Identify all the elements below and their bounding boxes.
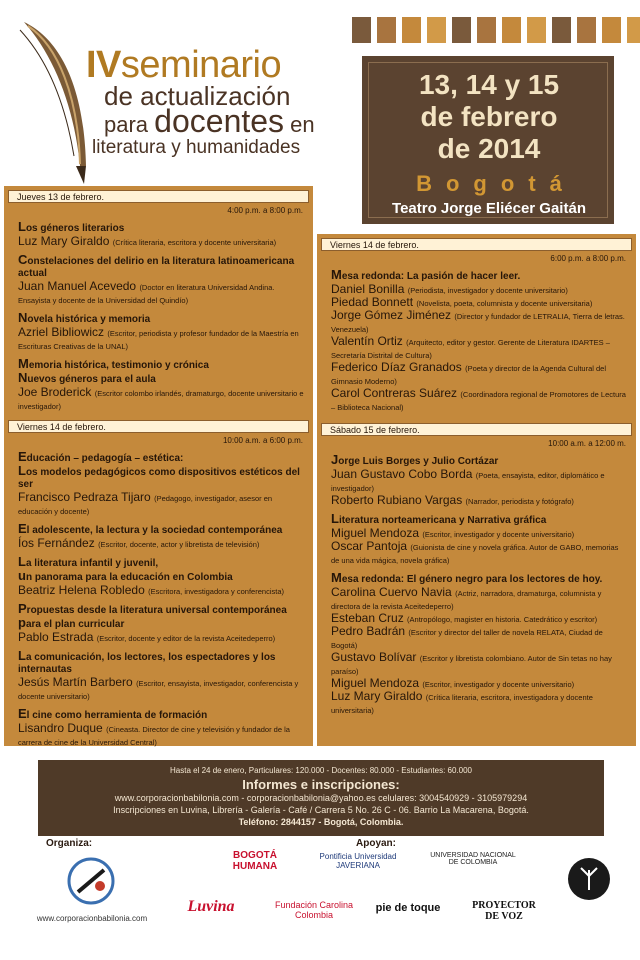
talk-list bbox=[4, 221, 313, 412]
talk-title: La literatura infantil y juvenil, bbox=[18, 554, 159, 569]
speaker-description: (Escritor, investigador y docente universitario) bbox=[422, 680, 575, 689]
speaker-name: Oscar Pantoja bbox=[331, 539, 408, 553]
speaker bbox=[18, 676, 305, 702]
decorative-square bbox=[577, 17, 596, 43]
apoyan-label: Apoyan: bbox=[356, 838, 396, 849]
speaker-description: (Escritor, investigador y docente universitario) bbox=[422, 530, 575, 539]
speaker-description: (Periodista, investigador y docente universitario) bbox=[407, 286, 568, 295]
speaker-description: (Coordinadora regional de Promotores de Lectura – Biblioteca Nacional) bbox=[331, 390, 626, 412]
speaker-name: Beatriz Helena Robledo bbox=[18, 583, 145, 597]
event-venue: Teatro Jorge Eliécer Gaitán bbox=[392, 200, 586, 217]
decorative-square bbox=[602, 17, 621, 43]
talk-subtitle: Nuevos géneros para el aula bbox=[18, 370, 156, 385]
registration-address: Inscripciones en Luvina, Librería - Galería - Café / Carrera 5 No. 26 C - 06. Barrio La Macarena, Bogotá. bbox=[113, 805, 529, 815]
talk-title: El adolescente, la lectura y la sociedad contemporánea bbox=[18, 521, 283, 536]
speaker-name: Miguel Mendoza bbox=[331, 526, 420, 540]
speaker bbox=[331, 309, 628, 335]
decorative-square bbox=[377, 17, 396, 43]
speaker bbox=[18, 235, 305, 248]
speaker bbox=[18, 584, 305, 597]
registration-phone: Teléfono: 2844157 - Bogotá, Colombia. bbox=[238, 817, 404, 827]
luvina-logo: Luvina bbox=[187, 898, 235, 915]
speaker bbox=[331, 494, 628, 507]
speaker-description: (Cineasta. Director de cine y televisión y fundador de la carrera de cine de la Universidad Central) bbox=[18, 725, 290, 747]
speaker-name: Juan Manuel Acevedo bbox=[18, 279, 137, 293]
talk-subtitle: un panorama para la educación en Colombia bbox=[18, 568, 233, 583]
talk-item bbox=[317, 572, 636, 716]
speaker-description: (Crítica literaria, escritora, investigadora y docente universitaria) bbox=[331, 693, 593, 715]
speaker bbox=[18, 326, 305, 352]
title-line2: de actualización bbox=[104, 81, 291, 111]
event-dates bbox=[369, 69, 609, 165]
proyector-de-voz-logo: PROYECTOR DE VOZ bbox=[472, 900, 536, 922]
talk-title: La comunicación, los lectores, los espectadores y los internautas bbox=[18, 648, 276, 675]
speaker bbox=[331, 468, 628, 494]
registration-info bbox=[38, 760, 604, 836]
speaker-description: (Escritor y director del taller de novela RELATA, Ciudad de Bogotá) bbox=[331, 628, 603, 650]
title-iv: IV bbox=[86, 44, 121, 86]
speaker-description: (Poeta y director de la Agenda Cultural del Gimnasio Moderno) bbox=[331, 364, 606, 386]
decorative-square bbox=[627, 17, 640, 43]
talk-item bbox=[4, 650, 313, 702]
talk-item bbox=[317, 269, 636, 413]
talk-title: Constelaciones del delirio en la literatura latinoamericana actual bbox=[18, 252, 295, 279]
talk-item bbox=[4, 254, 313, 306]
talk-item bbox=[4, 523, 313, 550]
speaker-name: Íos Fernández bbox=[18, 536, 95, 550]
rednel-label: REDNEL bbox=[576, 852, 602, 858]
speaker-name: Jorge Gómez Jiménez bbox=[331, 308, 452, 322]
talk-title: Literatura norteamericana y Narrativa gráfica bbox=[331, 511, 547, 526]
speaker-name: Daniel Bonilla bbox=[331, 282, 405, 296]
speaker-description: (Escritora, investigadora y conferencista) bbox=[148, 587, 284, 596]
talk-item bbox=[4, 221, 313, 248]
program-left-column bbox=[4, 186, 313, 746]
talk-item bbox=[4, 358, 313, 412]
unal-logo: UNIVERSIDAD NACIONAL DE COLOMBIA bbox=[430, 852, 516, 866]
speaker-name: Juan Gustavo Cobo Borda bbox=[331, 467, 473, 481]
dates-line2: de febrero bbox=[420, 101, 558, 132]
speaker-description: (Guionista de cine y novela gráfica. Autor de GABO, memorias de una vida mágica, novela gráfica) bbox=[331, 543, 619, 565]
organizer-url[interactable]: www.corporacionbabilonia.com bbox=[36, 914, 148, 923]
talk-title: Los géneros literarios bbox=[18, 219, 125, 234]
speaker-description: (Escritor colombo irlandés, dramaturgo, docente universitario e investigador) bbox=[18, 389, 304, 411]
speaker-description: (Arquitecto, editor y gestor. Gerente de Literatura IDARTES – Secretaría Distrital de Cultura) bbox=[331, 338, 610, 360]
speaker-name: Roberto Rubiano Vargas bbox=[331, 493, 463, 507]
pie-de-toque-logo: pie de toque bbox=[375, 902, 441, 914]
talk-list bbox=[4, 451, 313, 748]
talk-item bbox=[317, 513, 636, 566]
decorative-square bbox=[402, 17, 421, 43]
date-box bbox=[362, 56, 614, 224]
talk-title: Jorge Luis Borges y Julio Cortázar bbox=[331, 452, 499, 467]
talk-title: Memoria histórica, testimonio y crónica bbox=[18, 356, 209, 371]
speaker-name: Piedad Bonnett bbox=[331, 295, 414, 309]
speaker bbox=[18, 491, 305, 517]
speaker-name: Federico Díaz Granados bbox=[331, 360, 462, 374]
talk-title: Educación – pedagogía – estética: bbox=[18, 449, 184, 464]
decorative-squares bbox=[352, 17, 640, 43]
speaker-name: Azriel Bibliowicz bbox=[18, 325, 105, 339]
rednel-logo-icon bbox=[566, 856, 612, 902]
speaker-name: Carol Contreras Suárez bbox=[331, 386, 458, 400]
speaker bbox=[18, 386, 305, 412]
day-header: Sábado 15 de febrero. bbox=[321, 423, 632, 436]
speaker-description: (Narrador, periodista y fotógrafo) bbox=[465, 497, 574, 506]
title-line4: literatura y humanidades bbox=[92, 137, 301, 158]
talk-list bbox=[317, 454, 636, 716]
speaker-name: Francisco Pedraza Tijaro bbox=[18, 490, 151, 504]
decorative-square bbox=[477, 17, 496, 43]
decorative-square bbox=[527, 17, 546, 43]
speaker-description: (Escritor, periodista y profesor fundador de la Maestría en Escrituras Creativas de la UNAL) bbox=[18, 329, 299, 351]
talk-item bbox=[4, 708, 313, 748]
speaker bbox=[331, 361, 628, 387]
talk-item bbox=[4, 603, 313, 644]
speaker-name: Pedro Badrán bbox=[331, 624, 406, 638]
decorative-square bbox=[452, 17, 471, 43]
speaker-description: (Escritor y libretista colombiano. Autor de Sin tetas no hay paraíso) bbox=[331, 654, 612, 676]
event-title bbox=[86, 46, 356, 158]
time-range: 4:00 p.m. a 8:00 p.m. bbox=[227, 206, 303, 215]
talk-title: Propuestas desde la literatura universal contemporánea bbox=[18, 601, 287, 616]
speaker-name: Miguel Mendoza bbox=[331, 676, 420, 690]
title-en: en bbox=[290, 112, 315, 137]
day-header: Viernes 14 de febrero. bbox=[321, 238, 632, 251]
talk-item bbox=[4, 556, 313, 597]
talk-item bbox=[4, 312, 313, 352]
speaker-name: Jesús Martín Barbero bbox=[18, 675, 133, 689]
carolina-logo: Fundación Carolina Colombia bbox=[274, 900, 354, 920]
decorative-square bbox=[502, 17, 521, 43]
speaker bbox=[331, 586, 628, 612]
decorative-square bbox=[352, 17, 371, 43]
organiza-label: Organiza: bbox=[46, 838, 93, 849]
speaker-description: (Director y fundador de LETRALIA, Tierra de letras. Venezuela) bbox=[331, 312, 625, 334]
speaker-name: Luz Mary Giraldo bbox=[18, 234, 110, 248]
speaker-description: (Escritor, docente y editor de la revista Aceitedeperro) bbox=[96, 634, 276, 643]
speaker-description: (Pedagogo, investigador, asesor en educación y docente) bbox=[18, 494, 273, 516]
speaker bbox=[331, 651, 628, 677]
speaker-name: Joe Broderick bbox=[18, 385, 92, 399]
day-header: Jueves 13 de febrero. bbox=[8, 190, 309, 203]
registration-heading: Informes e inscripciones: bbox=[242, 777, 400, 792]
dates-line1: 13, 14 y 15 bbox=[418, 69, 560, 100]
talk-item bbox=[4, 451, 313, 517]
speaker-description: (Doctor en literatura Universidad Andina. Ensayista y docente de la Universidad del Quindío) bbox=[18, 283, 275, 305]
talk-subtitle: Los modelos pedagógicos como dispositivos estéticos del ser bbox=[18, 463, 300, 490]
decorative-square bbox=[427, 17, 446, 43]
time-range: 6:00 p.m. a 8:00 p.m. bbox=[550, 254, 626, 263]
speaker-name: Luz Mary Giraldo bbox=[331, 689, 423, 703]
speaker-description: (Escritor, docente, actor y libretista de televisión) bbox=[98, 540, 260, 549]
talk-item bbox=[317, 454, 636, 507]
speaker-description: (Novelista, poeta, columnista y docente universitaria) bbox=[416, 299, 593, 308]
speaker-name: Carolina Cuervo Navia bbox=[331, 585, 452, 599]
program-right-column bbox=[317, 234, 636, 746]
speaker-name: Esteban Cruz bbox=[331, 611, 404, 625]
talk-title: Novela histórica y memoria bbox=[18, 310, 151, 325]
speaker bbox=[331, 335, 628, 361]
speaker bbox=[331, 387, 628, 413]
speaker-name: Lisandro Duque bbox=[18, 721, 103, 735]
speaker bbox=[331, 690, 628, 716]
talk-title: Mesa redonda: La pasión de hacer leer. bbox=[331, 267, 521, 282]
babilonia-logo-icon bbox=[60, 856, 122, 906]
speaker bbox=[331, 540, 628, 566]
speaker bbox=[18, 722, 305, 748]
title-docentes: docentes bbox=[154, 103, 285, 139]
prices-text: Hasta el 24 de enero, Particulares: 120.000 - Docentes: 80.000 - Estudiantes: 60.000 bbox=[170, 766, 472, 775]
talk-title: El cine como herramienta de formación bbox=[18, 706, 208, 721]
javeriana-logo: Pontificia Universidad JAVERIANA bbox=[319, 852, 397, 870]
speaker-description: (Escritor, ensayista, investigador, conferencista y docente universitario) bbox=[18, 679, 299, 701]
title-para: para bbox=[104, 112, 149, 137]
speaker bbox=[331, 625, 628, 651]
speaker-description: (Actriz, narradora, dramaturga, columnista y directora de la revista Aceitedeperro) bbox=[331, 589, 602, 611]
time-range: 10:00 a.m. a 6:00 p.m. bbox=[222, 436, 303, 445]
speaker bbox=[18, 280, 305, 306]
speaker-description: (Antropólogo, magister en historia. Catedrático y escritor) bbox=[407, 615, 598, 624]
decorative-square bbox=[552, 17, 571, 43]
talk-subtitle: para el plan curricular bbox=[18, 615, 125, 630]
speaker bbox=[18, 631, 305, 644]
bogota-humana-logo: BOGOTÁ HUMANA bbox=[232, 850, 278, 872]
speaker-description: (Crítica literaria, escritora y docente universitaria) bbox=[112, 238, 277, 247]
speaker-description: (Poeta, ensayista, editor, diplomático e investigador) bbox=[331, 471, 605, 493]
talk-list bbox=[317, 269, 636, 413]
speaker-name: Pablo Estrada bbox=[18, 630, 94, 644]
event-city: Bogotá bbox=[416, 171, 576, 196]
speaker-name: Valentín Ortiz bbox=[331, 334, 403, 348]
contact-web[interactable]: www.corporacionbabilonia.com - corporacionbabilonia@yahoo.es celulares: 3004540929 - 3105979294 bbox=[114, 793, 528, 803]
day-header: Viernes 14 de febrero. bbox=[8, 420, 309, 433]
dates-line3: de 2014 bbox=[437, 133, 541, 164]
speaker-name: Gustavo Bolívar bbox=[331, 650, 417, 664]
time-range: 10:00 a.m. a 12:00 m. bbox=[548, 439, 626, 448]
title-seminario: seminario bbox=[120, 44, 282, 86]
talk-title: Mesa redonda: El género negro para los lectores de hoy. bbox=[331, 570, 603, 585]
speaker bbox=[18, 537, 305, 550]
